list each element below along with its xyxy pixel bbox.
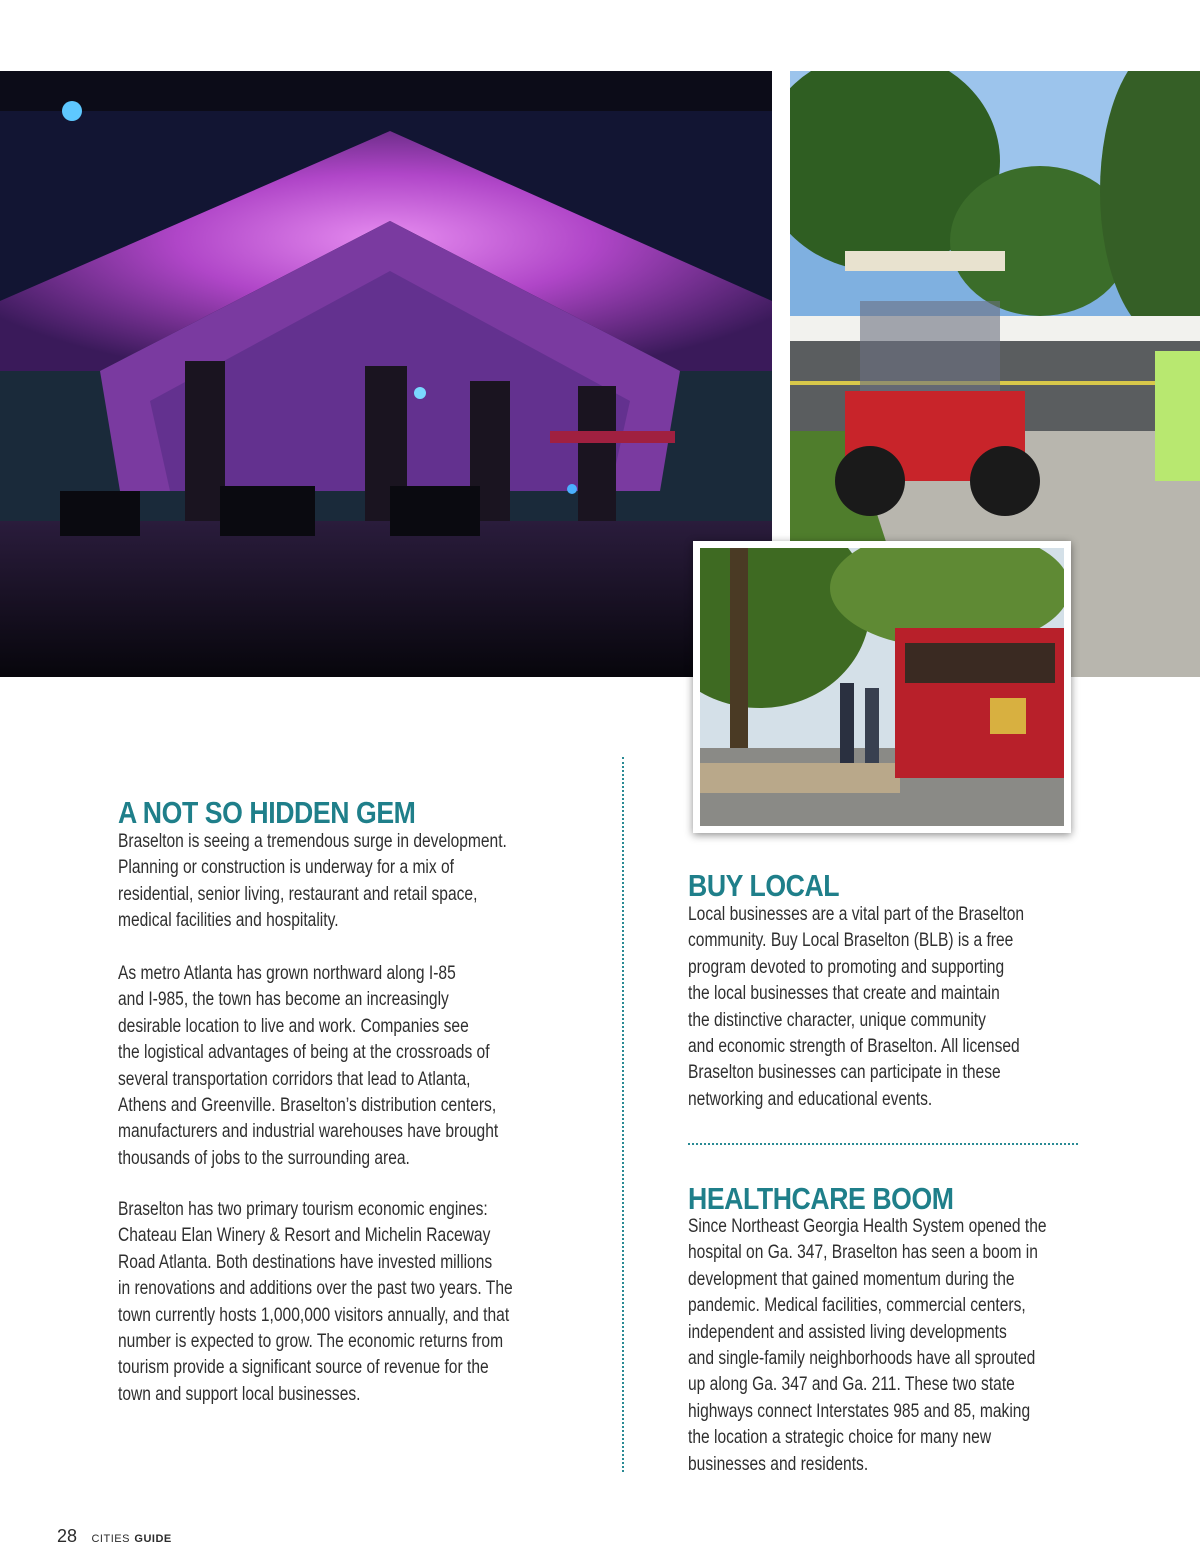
- text-line: several transportation corridors that lead to Atlanta,: [118, 1068, 471, 1090]
- text-line: and I-985, the town has become an increasingly: [118, 989, 449, 1011]
- text-line: highways connect Interstates 985 and 85, making: [688, 1400, 1031, 1422]
- text-line: independent and assisted living developments: [688, 1321, 1007, 1343]
- heading-hidden-gem: A NOT SO HIDDEN GEM: [118, 795, 416, 830]
- red-trolley-photo: [700, 548, 1064, 826]
- section-divider: [688, 1143, 1078, 1145]
- text-line: Athens and Greenville. Braselton’s distribution centers,: [118, 1095, 497, 1117]
- text-line: Road Atlanta. Both destinations have invested millions: [118, 1251, 493, 1273]
- text-line: number is expected to grow. The economic returns from: [118, 1331, 504, 1353]
- heading-buy-local: BUY LOCAL: [688, 868, 840, 903]
- text-line: tourism provide a significant source of revenue for the: [118, 1357, 489, 1379]
- hidden-gem-paragraph-1: [118, 829, 507, 935]
- page-number: 28: [57, 1526, 78, 1546]
- text-line: development that gained momentum during the: [688, 1268, 1015, 1290]
- text-line: Braselton businesses can participate in these: [688, 1062, 1001, 1084]
- healthcare-paragraph: [688, 1214, 1047, 1478]
- text-line: Chateau Elan Winery & Resort and Michelin Raceway: [118, 1225, 491, 1247]
- text-line: up along Ga. 347 and Ga. 211. These two state: [688, 1374, 1015, 1396]
- text-line: the logistical advantages of being at the crossroads of: [118, 1042, 490, 1064]
- text-line: residential, senior living, restaurant and retail space,: [118, 883, 478, 905]
- text-line: desirable location to live and work. Companies see: [118, 1015, 469, 1037]
- column-divider: [622, 757, 624, 1472]
- text-line: Braselton has two primary tourism economic engines:: [118, 1199, 488, 1220]
- text-line: town currently hosts 1,000,000 visitors annually, and that: [118, 1304, 510, 1326]
- hidden-gem-paragraph-3: [118, 1197, 513, 1408]
- text-line: hospital on Ga. 347, Braselton has seen a boom in: [688, 1242, 1038, 1264]
- text-line: pandemic. Medical facilities, commercial centers,: [688, 1295, 1026, 1317]
- text-line: Since Northeast Georgia Health System opened the: [688, 1216, 1047, 1237]
- text-line: businesses and residents.: [688, 1453, 869, 1475]
- text-line: the local businesses that create and maintain: [688, 983, 1000, 1005]
- text-line: Planning or construction is underway for a mix of: [118, 857, 455, 879]
- text-line: thousands of jobs to the surrounding area.: [118, 1147, 410, 1169]
- text-line: Local businesses are a vital part of the Braselton: [688, 904, 1025, 925]
- text-line: networking and educational events.: [688, 1088, 933, 1110]
- text-line: manufacturers and industrial warehouses have brought: [118, 1121, 499, 1143]
- buy-local-paragraph: [688, 902, 1024, 1113]
- text-line: Braselton is seeing a tremendous surge in development.: [118, 831, 507, 852]
- text-line: the distinctive character, unique community: [688, 1009, 986, 1031]
- hidden-gem-paragraph-2: [118, 961, 498, 1172]
- heading-healthcare-boom: HEALTHCARE BOOM: [688, 1181, 954, 1216]
- text-line: and single-family neighborhoods have all sprouted: [688, 1348, 1036, 1370]
- text-line: program devoted to promoting and supporting: [688, 956, 1005, 978]
- text-line: the location a strategic choice for many new: [688, 1427, 992, 1449]
- page-footer: [57, 1526, 172, 1547]
- publication-name-bold: GUIDE: [134, 1533, 172, 1545]
- text-line: As metro Atlanta has grown northward along I-85: [118, 963, 456, 984]
- concert-stage-photo: [0, 71, 772, 677]
- text-line: in renovations and additions over the past two years. The: [118, 1278, 513, 1300]
- text-line: town and support local businesses.: [118, 1383, 361, 1405]
- text-line: community. Buy Local Braselton (BLB) is a free: [688, 930, 1014, 952]
- trolley-photo-frame: [693, 541, 1071, 833]
- text-line: and economic strength of Braselton. All licensed: [688, 1036, 1020, 1058]
- text-line: medical facilities and hospitality.: [118, 910, 339, 932]
- publication-name: CITIES: [91, 1533, 130, 1545]
